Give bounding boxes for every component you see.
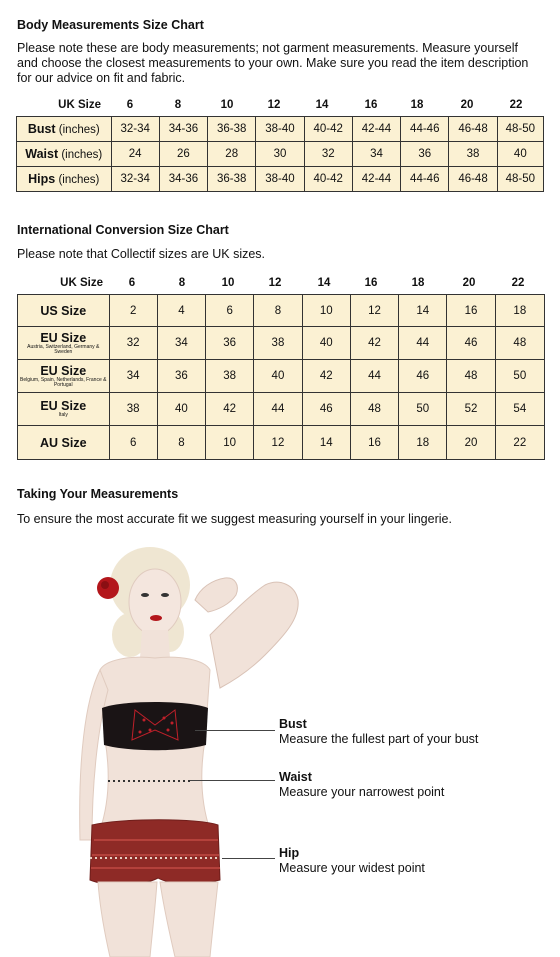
table-cell: 26 (159, 142, 207, 167)
size-col: 20 (460, 99, 474, 111)
table-cell: 46 (302, 393, 350, 426)
row-label: Hips (inches) (17, 167, 112, 192)
size-col: 16 (364, 99, 378, 111)
table-cell: 44 (350, 360, 398, 393)
row-label: EU Size Belgium, Spain, Netherlands, France & Portugal (18, 360, 110, 393)
table-cell: 36-38 (208, 117, 256, 142)
table-cell: 48 (447, 360, 495, 393)
size-col: 22 (509, 99, 523, 111)
size-col: 12 (268, 277, 282, 289)
table-row (17, 167, 544, 192)
table-cell: 24 (111, 142, 159, 167)
table-cell: 34 (352, 142, 400, 167)
table-row (17, 117, 544, 142)
table-cell: 48 (350, 393, 398, 426)
table-cell: 34 (109, 360, 157, 393)
table-cell: 30 (256, 142, 304, 167)
table-cell: 32 (109, 327, 157, 360)
body-size-header (0, 99, 560, 113)
table-cell: 18 (399, 426, 447, 460)
bust-pointer-line (195, 730, 275, 731)
row-label: EU Size Italy (18, 393, 110, 426)
table-row (18, 393, 545, 426)
table-cell: 34 (157, 327, 205, 360)
body-chart-note: Please note these are body measurements; not garment measurements. Measure yourself and choose the closest measurements to your own. Make sure you read the item description for our advice on fit and fabric. (17, 41, 529, 85)
table-cell: 32-34 (111, 117, 159, 142)
table-cell: 40 (497, 142, 543, 167)
table-cell: 4 (157, 295, 205, 327)
table-cell: 48 (495, 327, 544, 360)
row-label: EU Size Austria, Switzerland, Germany & Sweden (18, 327, 110, 360)
model-illustration (60, 540, 300, 957)
table-cell: 38 (254, 327, 302, 360)
table-cell: 20 (447, 426, 495, 460)
table-row (18, 360, 545, 393)
table-cell: 44-46 (401, 167, 449, 192)
table-cell: 46 (399, 360, 447, 393)
table-cell: 44 (254, 393, 302, 426)
table-cell: 10 (302, 295, 350, 327)
table-cell: 48-50 (497, 167, 543, 192)
table-cell: 40-42 (304, 167, 352, 192)
size-col: 22 (511, 277, 525, 289)
table-cell: 50 (399, 393, 447, 426)
table-cell: 38 (109, 393, 157, 426)
size-col: 8 (178, 277, 186, 289)
table-cell: 42-44 (352, 117, 400, 142)
table-cell: 42 (350, 327, 398, 360)
table-row (18, 295, 545, 327)
size-col: 18 (411, 277, 425, 289)
intl-chart-title: International Conversion Size Chart (17, 223, 229, 237)
table-cell: 32 (304, 142, 352, 167)
row-label: US Size (18, 295, 110, 327)
uk-size-label: UK Size (58, 99, 101, 111)
table-cell: 46 (447, 327, 495, 360)
hip-pointer-line (222, 858, 275, 859)
table-row (18, 426, 545, 460)
size-col: 16 (364, 277, 378, 289)
table-cell: 28 (208, 142, 256, 167)
size-col: 18 (410, 99, 424, 111)
body-measurements-table (16, 116, 544, 192)
table-cell: 36-38 (208, 167, 256, 192)
table-cell: 38 (206, 360, 254, 393)
measuring-note: To ensure the most accurate fit we suggest measuring yourself in your lingerie. (17, 512, 452, 526)
table-cell: 16 (350, 426, 398, 460)
table-cell: 38 (449, 142, 497, 167)
table-row (17, 142, 544, 167)
table-cell: 40 (302, 327, 350, 360)
table-cell: 12 (350, 295, 398, 327)
bust-label: Bust (279, 717, 307, 731)
hip-instruction: Measure your widest point (279, 861, 425, 875)
size-col: 14 (315, 99, 329, 111)
size-col: 6 (128, 277, 136, 289)
table-cell: 6 (206, 295, 254, 327)
waist-pointer-line (190, 780, 275, 781)
intl-size-header (0, 277, 560, 291)
table-cell: 46-48 (449, 167, 497, 192)
table-cell: 42-44 (352, 167, 400, 192)
size-col: 10 (220, 99, 234, 111)
size-col: 6 (126, 99, 134, 111)
table-cell: 14 (302, 426, 350, 460)
international-conversion-table (17, 294, 545, 460)
table-cell: 40-42 (304, 117, 352, 142)
table-cell: 38-40 (256, 167, 304, 192)
body-chart-title: Body Measurements Size Chart (17, 18, 204, 32)
table-cell: 18 (495, 295, 544, 327)
size-col: 12 (267, 99, 281, 111)
size-col: 14 (317, 277, 331, 289)
table-cell: 52 (447, 393, 495, 426)
flower-icon (97, 577, 119, 599)
row-label: AU Size (18, 426, 110, 460)
size-col: 8 (174, 99, 182, 111)
table-cell: 22 (495, 426, 544, 460)
table-cell: 40 (254, 360, 302, 393)
table-cell: 40 (157, 393, 205, 426)
table-cell: 48-50 (497, 117, 543, 142)
size-col: 20 (462, 277, 476, 289)
table-cell: 44 (399, 327, 447, 360)
table-cell: 14 (399, 295, 447, 327)
bust-instruction: Measure the fullest part of your bust (279, 732, 479, 746)
intl-chart-note: Please note that Collectif sizes are UK sizes. (17, 247, 266, 261)
row-label: Bust (inches) (17, 117, 112, 142)
table-cell: 42 (206, 393, 254, 426)
measuring-title: Taking Your Measurements (17, 487, 179, 501)
table-cell: 16 (447, 295, 495, 327)
table-cell: 34-36 (159, 117, 207, 142)
table-cell: 46-48 (449, 117, 497, 142)
uk-size-label: UK Size (60, 277, 103, 289)
table-cell: 8 (254, 295, 302, 327)
table-cell: 34-36 (159, 167, 207, 192)
table-cell: 50 (495, 360, 544, 393)
row-label: Waist (inches) (17, 142, 112, 167)
table-cell: 6 (109, 426, 157, 460)
table-cell: 2 (109, 295, 157, 327)
table-row (18, 327, 545, 360)
table-cell: 42 (302, 360, 350, 393)
table-cell: 8 (157, 426, 205, 460)
table-cell: 12 (254, 426, 302, 460)
table-cell: 36 (157, 360, 205, 393)
table-cell: 32-34 (111, 167, 159, 192)
table-cell: 38-40 (256, 117, 304, 142)
waist-label: Waist (279, 770, 312, 784)
table-cell: 36 (206, 327, 254, 360)
table-cell: 54 (495, 393, 544, 426)
table-cell: 44-46 (401, 117, 449, 142)
table-cell: 36 (401, 142, 449, 167)
hip-label: Hip (279, 846, 300, 860)
waist-instruction: Measure your narrowest point (279, 785, 445, 799)
size-col: 10 (221, 277, 235, 289)
table-cell: 10 (206, 426, 254, 460)
